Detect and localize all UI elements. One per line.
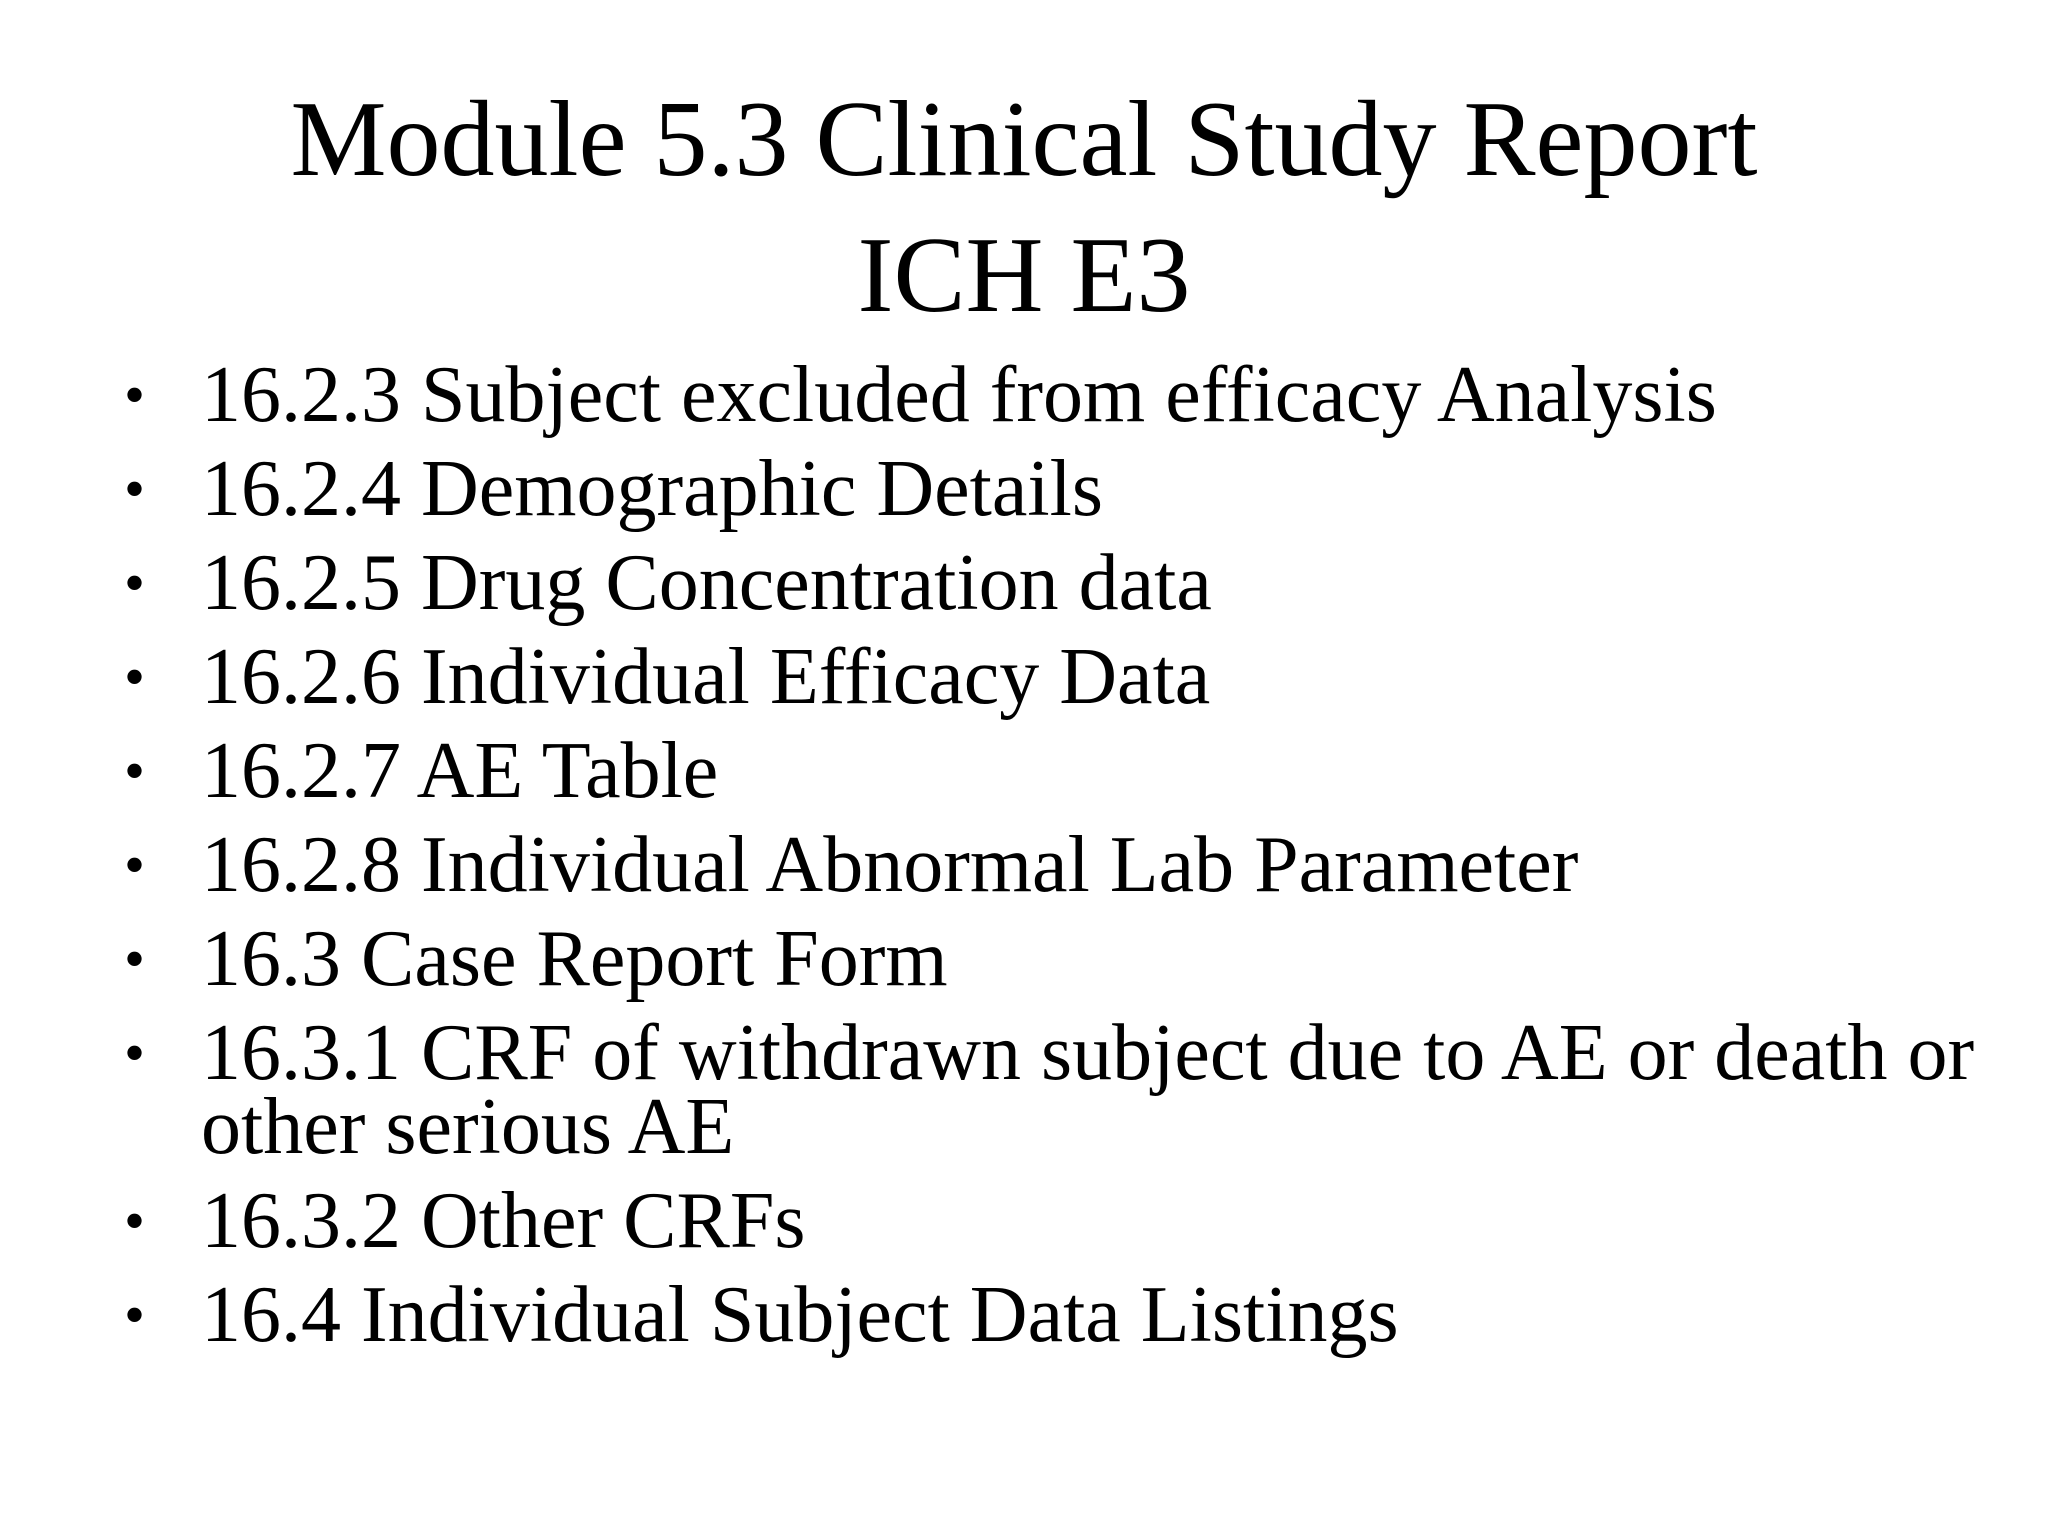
bullet-icon: • bbox=[124, 1188, 146, 1254]
bullet-text: 16.2.4 Demographic Details bbox=[201, 445, 1103, 533]
bullet-item bbox=[124, 821, 2004, 909]
bullet-item bbox=[124, 351, 2004, 439]
bullet-item bbox=[124, 915, 2004, 1003]
bullet-text: 16.2.5 Drug Concentration data bbox=[201, 539, 1212, 627]
bullet-text: 16.3.2 Other CRFs bbox=[201, 1177, 806, 1265]
bullet-item bbox=[124, 1177, 2004, 1265]
bullet-icon: • bbox=[124, 1282, 146, 1348]
slide-title bbox=[0, 72, 2048, 344]
slide-title-line-2: ICH E3 bbox=[857, 216, 1191, 335]
bullet-text: 16.2.6 Individual Efficacy Data bbox=[201, 633, 1211, 721]
bullet-icon: • bbox=[124, 550, 146, 616]
bullet-icon: • bbox=[124, 738, 146, 804]
bullet-icon: • bbox=[124, 926, 146, 992]
bullet-text: 16.2.8 Individual Abnormal Lab Parameter bbox=[201, 821, 1579, 909]
bullet-icon: • bbox=[124, 1020, 146, 1086]
bullet-list bbox=[124, 351, 2004, 1372]
bullet-icon: • bbox=[124, 644, 146, 710]
bullet-text: 16.2.3 Subject excluded from efficacy Analysis bbox=[201, 351, 1717, 439]
bullet-icon: • bbox=[124, 456, 146, 522]
slide-title-line-1: Module 5.3 Clinical Study Report bbox=[290, 80, 1758, 199]
bullet-item bbox=[124, 1009, 2004, 1171]
bullet-text: 16.4 Individual Subject Data Listings bbox=[201, 1271, 1399, 1359]
bullet-item bbox=[124, 539, 2004, 627]
bullet-item bbox=[124, 727, 2004, 815]
bullet-item bbox=[124, 633, 2004, 721]
bullet-text: 16.2.7 AE Table bbox=[201, 727, 719, 815]
bullet-item bbox=[124, 1271, 2004, 1359]
bullet-icon: • bbox=[124, 362, 146, 428]
bullet-item bbox=[124, 445, 2004, 533]
bullet-icon: • bbox=[124, 832, 146, 898]
bullet-text: 16.3.1 CRF of withdrawn subject due to AE or death or other serious AE bbox=[201, 1009, 1975, 1171]
bullet-text: 16.3 Case Report Form bbox=[201, 915, 948, 1003]
